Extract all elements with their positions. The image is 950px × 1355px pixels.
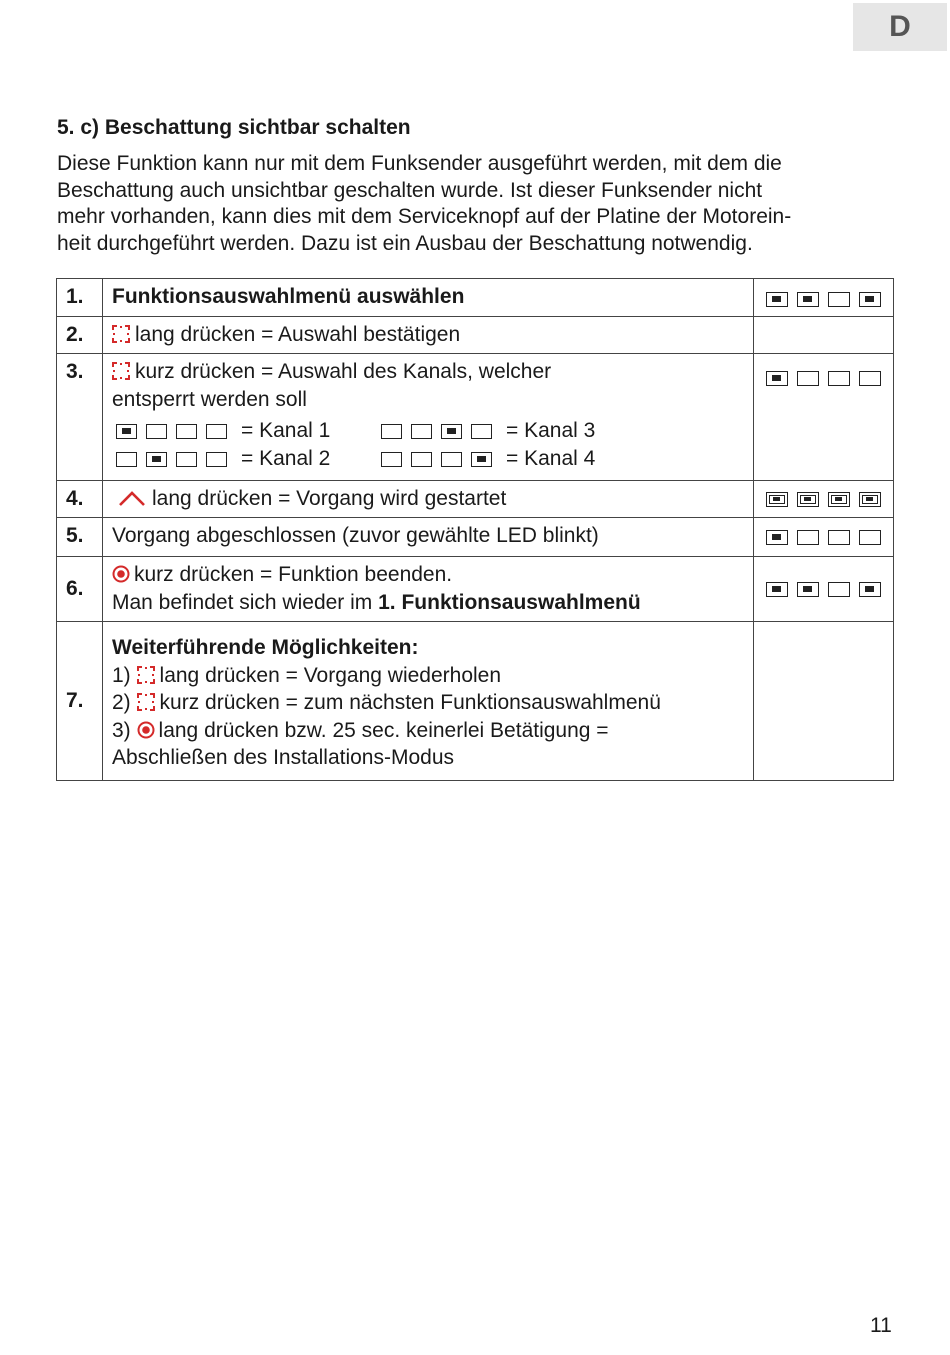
step-number: 5. — [57, 518, 103, 557]
select-icon — [112, 362, 130, 380]
channel-label: = Kanal 2 — [241, 447, 331, 471]
list-item — [112, 689, 745, 717]
led-off-icon — [828, 292, 850, 307]
channel-label: = Kanal 1 — [241, 419, 331, 443]
intro-line: heit durchgeführt werden. Dazu ist ein Ausbau der Beschattung notwendig. — [57, 231, 753, 255]
table-row — [57, 557, 894, 622]
list-item — [112, 717, 745, 745]
led-on-icon — [797, 292, 819, 307]
step-text-label: kurz drücken = Funktion beenden. — [134, 563, 453, 586]
led-off-icon — [206, 452, 227, 467]
led-row — [766, 492, 881, 507]
section-title: 5. c) Beschattung sichtbar schalten — [57, 116, 411, 139]
led-off-icon — [381, 452, 402, 467]
item-prefix: 3) — [112, 718, 131, 742]
up-arrow-icon — [118, 487, 146, 505]
step-text-label: kurz drücken = Auswahl des Kanals, welcher — [135, 360, 552, 383]
step-heading: Weiterführende Möglichkeiten: — [112, 636, 419, 659]
select-icon — [137, 693, 155, 711]
item-prefix: 2) — [112, 691, 131, 714]
led-indicator — [754, 354, 894, 481]
led-off-icon — [116, 452, 137, 467]
table-row — [57, 279, 894, 317]
step-number: 2. — [57, 317, 103, 354]
language-tab: D — [853, 3, 947, 51]
select-icon — [112, 325, 130, 343]
item-text: kurz drücken = zum nächsten Funktionsauswahlmenü — [159, 691, 661, 714]
led-off-icon — [441, 452, 462, 467]
led-indicator — [754, 622, 894, 781]
intro-line: mehr vorhanden, kann dies mit dem Serviceknopf auf der Platine der Motorein- — [57, 205, 792, 228]
led-off-icon — [471, 424, 492, 439]
item-prefix: 1) — [112, 663, 131, 687]
step-number: 7. — [57, 622, 103, 781]
led-blink-icon — [828, 492, 850, 507]
step-text — [103, 622, 754, 781]
led-row — [381, 424, 492, 439]
step-text: Vorgang abgeschlossen (zuvor gewählte LED blinkt) — [103, 518, 754, 557]
channel-1 — [112, 417, 377, 445]
led-on-icon — [471, 452, 492, 467]
intro-line: Diese Funktion kann nur mit dem Funksender ausgeführt werden, mit dem die — [57, 152, 782, 175]
led-on-icon — [859, 292, 881, 307]
led-off-icon — [411, 452, 432, 467]
steps-table — [56, 278, 894, 781]
led-off-icon — [146, 424, 167, 439]
step-text: Funktionsauswahlmenü auswählen — [103, 279, 754, 317]
select-icon — [137, 666, 155, 684]
channel-4 — [377, 445, 637, 473]
step-text-label: lang drücken = Vorgang wird gestartet — [152, 487, 507, 510]
step-number: 1. — [57, 279, 103, 317]
led-row — [766, 292, 881, 307]
channel-3 — [377, 417, 637, 445]
intro-paragraph — [57, 151, 897, 257]
step-number: 4. — [57, 481, 103, 518]
led-on-icon — [766, 371, 788, 386]
led-on-icon — [766, 582, 788, 597]
page-number: 11 — [870, 1314, 892, 1337]
led-blink-icon — [766, 492, 788, 507]
led-on-icon — [797, 582, 819, 597]
step-text — [103, 317, 754, 354]
channel-2 — [112, 445, 377, 473]
led-on-icon — [116, 424, 137, 439]
led-indicator — [754, 279, 894, 317]
led-off-icon — [206, 424, 227, 439]
step-text — [103, 354, 754, 481]
table-row — [57, 622, 894, 781]
led-indicator — [754, 481, 894, 518]
list-item-tail: Abschließen des Installations-Modus — [112, 746, 455, 769]
led-indicator — [754, 317, 894, 354]
led-off-icon — [859, 530, 881, 545]
led-blink-icon — [859, 492, 881, 507]
led-row — [766, 371, 881, 386]
led-on-icon — [146, 452, 167, 467]
list-item — [112, 662, 745, 690]
led-off-icon — [797, 530, 819, 545]
step-number: 3. — [57, 354, 103, 481]
led-row — [116, 452, 227, 467]
channel-legend — [112, 417, 745, 473]
led-off-icon — [797, 371, 819, 386]
led-indicator — [754, 518, 894, 557]
led-off-icon — [828, 371, 850, 386]
led-off-icon — [411, 424, 432, 439]
step-text-label: Man befindet sich wieder im — [112, 590, 379, 614]
table-row — [57, 518, 894, 557]
led-row — [766, 582, 881, 597]
item-text: lang drücken = Vorgang wiederholen — [159, 663, 502, 687]
led-on-icon — [766, 292, 788, 307]
step-text-label: lang drücken = Auswahl bestätigen — [135, 323, 461, 346]
channel-label: = Kanal 3 — [506, 419, 596, 443]
led-off-icon — [828, 582, 850, 597]
step-text — [103, 557, 754, 622]
led-row — [116, 424, 227, 439]
led-on-icon — [766, 530, 788, 545]
led-off-icon — [828, 530, 850, 545]
step-text — [103, 481, 754, 518]
led-row — [381, 452, 492, 467]
channel-label: = Kanal 4 — [506, 447, 596, 471]
stop-icon — [112, 563, 130, 581]
table-row — [57, 481, 894, 518]
table-row — [57, 354, 894, 481]
led-off-icon — [381, 424, 402, 439]
led-off-icon — [859, 371, 881, 386]
step-number: 6. — [57, 557, 103, 622]
intro-line: Beschattung auch unsichtbar geschalten wurde. Ist dieser Funksender nicht — [57, 178, 763, 202]
led-on-icon — [441, 424, 462, 439]
led-row — [766, 530, 881, 545]
step-text-label: entsperrt werden soll — [112, 387, 307, 411]
led-blink-icon — [797, 492, 819, 507]
item-text: lang drücken bzw. 25 sec. keinerlei Betätigung = — [158, 718, 609, 742]
led-off-icon — [176, 452, 197, 467]
led-off-icon — [176, 424, 197, 439]
led-on-icon — [859, 582, 881, 597]
led-indicator — [754, 557, 894, 622]
stop-icon — [137, 719, 155, 737]
table-row — [57, 317, 894, 354]
step-text-bold: 1. Funktionsauswahlmenü — [378, 590, 641, 614]
